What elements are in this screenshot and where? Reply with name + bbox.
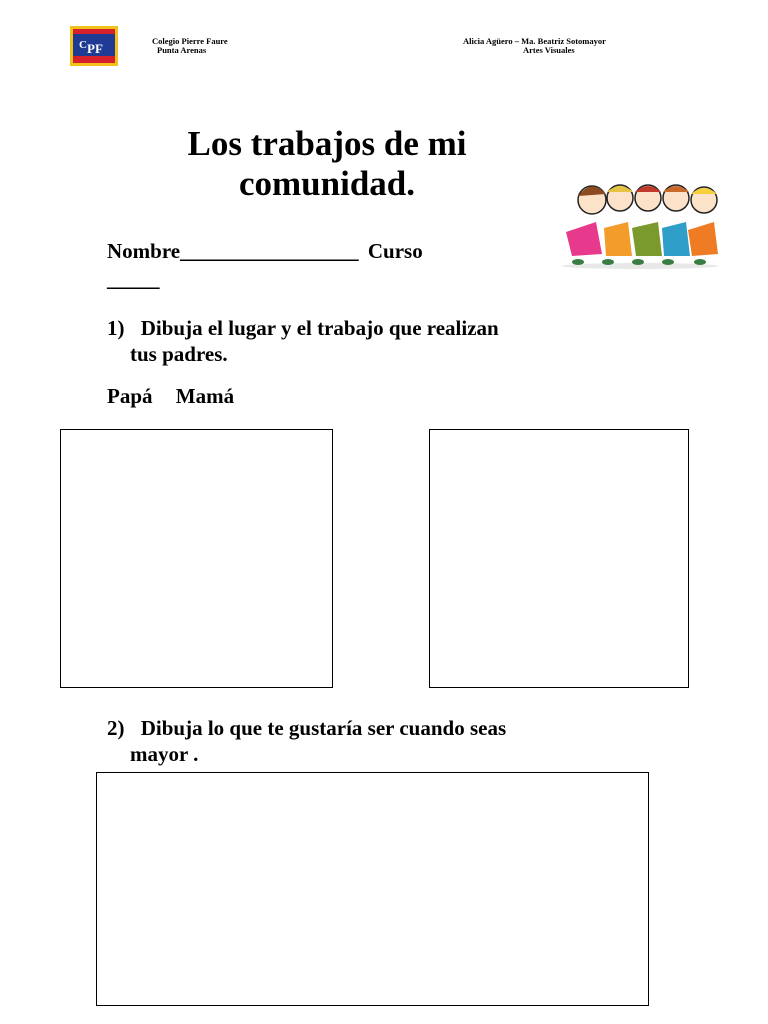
question-1-text-1: Dibuja el lugar y el trabajo que realizan <box>140 316 499 340</box>
school-name: Colegio Pierre Faure <box>152 36 228 46</box>
worksheet-title <box>107 124 547 204</box>
title-line-2: comunidad. <box>238 164 416 203</box>
logo-letters-pf: PF <box>87 41 103 56</box>
children-illustration <box>558 170 722 270</box>
logo-letter-c: C <box>79 39 87 51</box>
drawing-box-mama[interactable] <box>429 429 689 688</box>
course-label: Curso <box>367 239 423 263</box>
drawing-box-papa[interactable] <box>60 429 333 688</box>
name-blank[interactable]: _________________ <box>180 239 359 263</box>
school-city: Punta Arenas <box>157 45 207 55</box>
label-mama: Mamá <box>175 384 235 408</box>
title-line-1: Los trabajos de mi <box>187 124 467 163</box>
question-2-text-1: Dibuja lo que te gustaría ser cuando seas <box>140 716 507 740</box>
label-papa: Papá <box>107 384 153 408</box>
question-2-text-2: mayor . <box>130 742 199 766</box>
question-1-number: 1) <box>107 316 125 340</box>
drawing-box-future[interactable] <box>96 772 649 1006</box>
question-2-line-1 <box>107 715 506 741</box>
question-2-number: 2) <box>107 716 125 740</box>
subject: Artes Visuales <box>523 45 575 55</box>
school-logo <box>70 26 118 66</box>
question-1-text-2: tus padres. <box>130 342 228 366</box>
authors: Alicia Agüero – Ma. Beatriz Sotomayor <box>463 36 606 46</box>
name-label: Nombre <box>107 239 181 263</box>
name-course-line <box>107 238 423 264</box>
question-1-line-1 <box>107 315 499 341</box>
course-blank[interactable]: _____ <box>107 267 160 291</box>
parent-labels <box>107 383 234 409</box>
